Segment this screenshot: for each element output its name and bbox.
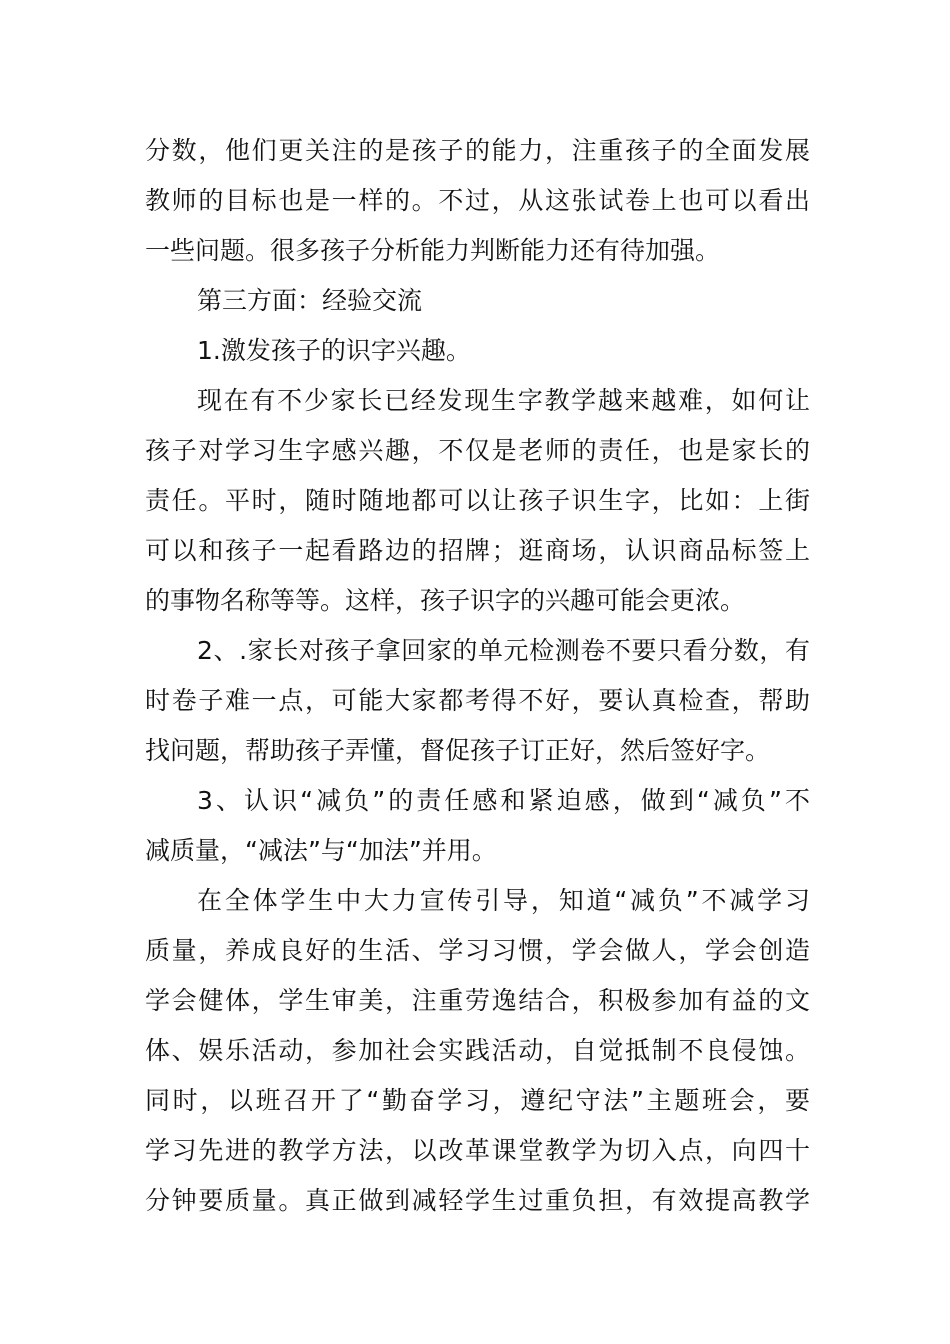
text-line-10: 的事物名称等等。这样，孩子识字的兴趣可能会更浓。	[145, 586, 746, 615]
document-body	[145, 126, 810, 1226]
text-line-9: 可以和孩子一起看路边的招牌；逛商场，认识商品标签上	[145, 536, 810, 565]
text-line-21: 学习先进的教学方法，以改革课堂教学为切入点，向四十	[145, 1136, 810, 1165]
section-heading: 第三方面：经验交流	[197, 286, 423, 315]
text-line-8: 责任。平时，随时随地都可以让孩子识生字，比如：上街	[145, 486, 810, 515]
item-heading-3: 3、认识“减负”的责任感和紧迫感，做到“减负”不	[197, 786, 810, 815]
item-heading-2: 2、.家长对孩子拿回家的单元检测卷不要只看分数，有	[197, 636, 810, 665]
text-line-6: 现在有不少家长已经发现生字教学越来越难，如何让	[197, 386, 810, 415]
text-line-1: 分数，他们更关注的是孩子的能力，注重孩子的全面发展	[145, 136, 810, 165]
text-line-12: 时卷子难一点，可能大家都考得不好，要认真检查，帮助	[145, 686, 810, 715]
text-line-20: 同时，以班召开了“勤奋学习，遵纪守法”主题班会，要	[145, 1086, 810, 1115]
text-line-17: 质量，养成良好的生活、学习习惯，学会做人，学会创造	[145, 936, 810, 965]
text-line-16: 在全体学生中大力宣传引导，知道“减负”不减学习	[197, 886, 810, 915]
text-line-22: 分钟要质量。真正做到减轻学生过重负担，有效提高教学	[145, 1186, 810, 1215]
text-line-3: 一些问题。很多孩子分析能力判断能力还有待加强。	[145, 236, 721, 265]
item-heading-1: 1.激发孩子的识字兴趣。	[197, 336, 471, 365]
text-line-19: 体、娱乐活动，参加社会实践活动，自觉抵制不良侵蚀。	[145, 1036, 810, 1065]
text-line-13: 找问题，帮助孩子弄懂，督促孩子订正好，然后签好字。	[145, 736, 771, 765]
text-line-18: 学会健体，学生审美，注重劳逸结合，积极参加有益的文	[145, 986, 810, 1015]
text-line-7: 孩子对学习生字感兴趣，不仅是老师的责任，也是家长的	[145, 436, 810, 465]
text-line-2: 教师的目标也是一样的。不过，从这张试卷上也可以看出	[145, 186, 810, 215]
text-line-15: 减质量，“减法”与“加法”并用。	[145, 836, 497, 865]
